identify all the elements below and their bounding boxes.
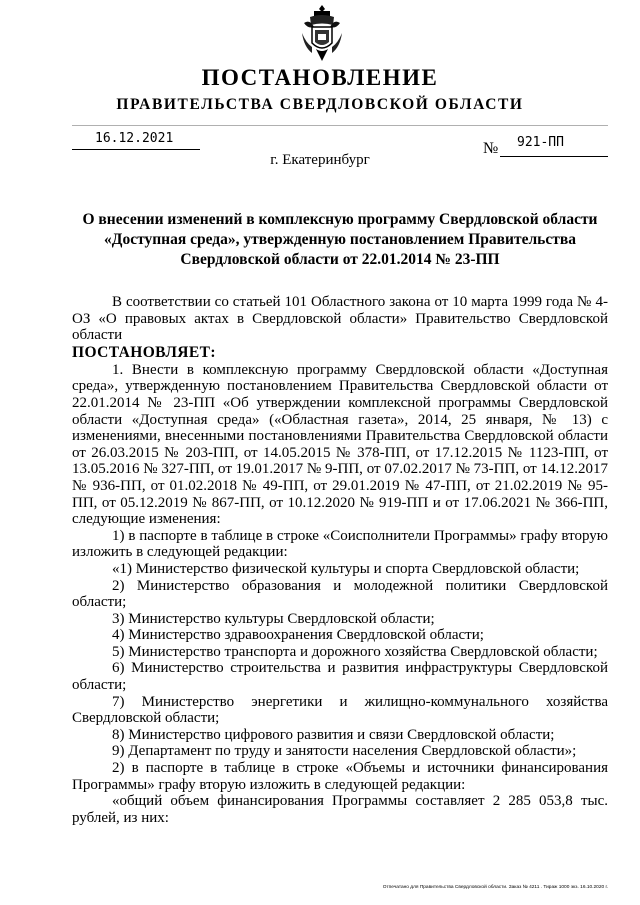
paragraph-line: от 22.01.2014 № 23-ПП «Об утверждении комплексной программы Свердловской <box>72 378 609 411</box>
date-underline <box>72 149 200 150</box>
document-subtitle: ПРАВИТЕЛЬСТВА СВЕРДЛОВСКОЙ ОБЛАСТИ <box>116 96 524 113</box>
paragraph-line: 1. Внести в комплексную программу Свердловской области «Доступная <box>112 361 608 378</box>
paragraph-line: области «Доступная среда» («Областная газета», 2014, 25 января, № 13) <box>72 411 592 428</box>
document-number: 921-ПП <box>517 135 564 150</box>
body-paragraph <box>72 694 608 727</box>
heading-line: «Доступная среда», утвержденную постановлением Правительства <box>104 231 576 248</box>
paragraph-line: № 73-ПП, от 14.12.2017 № 936-ПП, от 01.02.2018 № 49-ПП, от 29.01.2019 № 47-ПП, <box>72 461 608 494</box>
document-city: г. Екатеринбург <box>270 152 370 168</box>
paragraph-line: 6) Министерство строительства и развития инфраструктуры Свердловской <box>112 660 608 677</box>
document-body <box>72 294 608 826</box>
paragraph-line: «1) Министерство физической культуры и спорта Свердловской области; <box>112 560 580 577</box>
paragraph-line: среда», утвержденную постановлением Правительства Свердловской области <box>72 378 588 395</box>
document-title: ПОСТАНОВЛЕНИЕ <box>201 65 439 90</box>
body-paragraph <box>72 660 608 693</box>
header-divider <box>72 125 608 126</box>
body-paragraph <box>72 727 608 744</box>
number-label: № <box>483 140 499 157</box>
body-paragraph <box>72 611 608 628</box>
body-paragraph <box>72 561 608 578</box>
paragraph-line: 2) Министерство образования и молодежной политики Свердловской <box>112 577 608 594</box>
paragraph-line: области от 26.03.2015 № 203-ПП, от 14.05.2015 № 378-ПП, от 17.12.2015 <box>72 428 608 461</box>
paragraph-line: и от 17.06.2021 № 366-ПП, следующие изменения: <box>72 494 609 528</box>
paragraph-list <box>72 362 608 827</box>
paragraph-line: 8) Министерство цифрового развития и связи Свердловской области; <box>112 726 555 743</box>
print-footer: Отпечатано для Правительства Свердловской области. Заказ № 4211 . Тираж 1000 экз. 16.10.2020 г. <box>382 885 608 890</box>
paragraph-line: области; <box>72 677 127 694</box>
paragraph-line: области; <box>72 594 127 611</box>
resolves-keyword: ПОСТАНОВЛЯЕТ: <box>72 343 216 361</box>
preamble-paragraph: В соответствии со статьей 101 Областного закона от 10 марта 1999 года № 4-ОЗ «О правовых актах в Свердловской области» Правительство Свердловской области <box>72 294 608 344</box>
paragraph-line: 1) в паспорте в таблице в строке «Соисполнители Программы» графу вторую <box>112 527 608 544</box>
document-date: 16.12.2021 <box>95 131 174 146</box>
body-paragraph <box>72 627 608 644</box>
paragraph-line: 4) Министерство здравоохранения Свердловской области; <box>112 627 484 644</box>
body-paragraph <box>72 578 608 611</box>
body-paragraph <box>72 793 608 826</box>
resolution-heading <box>72 210 608 270</box>
paragraph-line: 5) Министерство транспорта и дорожного хозяйства Свердловской области; <box>112 643 598 660</box>
paragraph-line: Свердловской области; <box>72 710 220 727</box>
heading-line: Свердловской области от 22.01.2014 № 23-ПП <box>180 251 500 268</box>
heading-line: О внесении изменений в комплексную программу Свердловской области <box>82 211 598 228</box>
paragraph-line: 2) в паспорте в таблице в строке «Объемы и источники финансирования <box>112 760 608 777</box>
body-paragraph <box>72 362 608 528</box>
body-paragraph <box>72 528 608 561</box>
paragraph-line: Программы» графу вторую изложить в следующей редакции: <box>72 776 466 793</box>
paragraph-line: № 1123-ПП, от 13.05.2016 № 327-ПП, от 19.01.2017 № 9-ПП, от 07.02.2017 <box>72 444 609 478</box>
body-paragraph <box>72 644 608 661</box>
paragraph-line: 2 285 053,8 тыс. рублей, из них: <box>72 793 608 826</box>
paragraph-line: 3) Министерство культуры Свердловской области; <box>112 610 435 627</box>
paragraph-line: с изменениями, внесенными постановлениями Правительства Свердловской <box>72 411 609 445</box>
body-paragraph <box>72 743 608 760</box>
paragraph-line: изложить в следующей редакции: <box>72 544 288 561</box>
body-paragraph <box>72 760 608 793</box>
coat-of-arms-emblem <box>300 3 344 63</box>
paragraph-line: 7) Министерство энергетики и жилищно-коммунального хозяйства <box>112 693 608 710</box>
paragraph-line: 9) Департамент по труду и занятости населения Свердловской области»; <box>112 743 577 760</box>
paragraph-line: от 21.02.2019 № 95-ПП, от 05.12.2019 № 867-ПП, от 10.12.2020 № 919-ПП <box>72 477 608 511</box>
paragraph-line: «общий объем финансирования Программы составляет <box>112 793 485 810</box>
